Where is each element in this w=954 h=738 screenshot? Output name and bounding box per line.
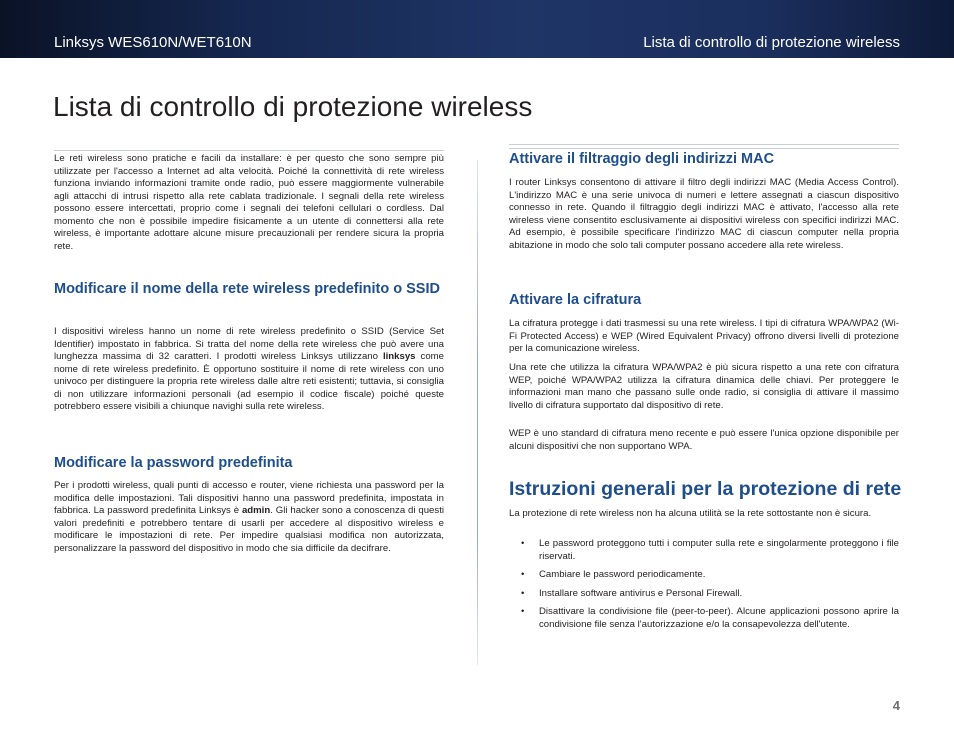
right-top-rule bbox=[509, 144, 899, 145]
list-item: • Cambiare le password periodicamente. bbox=[521, 569, 706, 580]
bullet-icon: • bbox=[521, 569, 525, 580]
header-bar bbox=[0, 0, 954, 58]
page-number: 4 bbox=[892, 698, 900, 713]
list-item: • Installare software antivirus e Personal Firewall. bbox=[521, 587, 743, 599]
encryption-paragraph-2: Una rete che utilizza la cifratura WPA/WPA2 è più sicura rispetto a una rete con cifratura WEP, poiché WPA/WPA2 utilizza la cifratura dinamica delle chiavi. Per proteggere le informazioni man mano che passano sulle onde radio, si consiglia di attivare il massimo livello di cifratura supportato dal dispositivo di rete. bbox=[509, 362, 899, 411]
intro-paragraph: Le reti wireless sono pratiche e facili da installare: è per questo che sono sempre più utilizzate per l'accesso a Internet ad alta velocità. Poiché la connettività di rete wireless funziona inviando informazioni tramite onde radio, può essere maggiormente vulnerabile agli attacchi di intrusi rispetto alla rete cablata tradizionale. I segnali della rete wireless possono essere intercettati, proprio come i segnali dei telefoni cellulari o cordless. Dal momento che non è possibile impedire fisicamente a un utente di connettersi alla rete wireless, è importante adottare alcune misure precauzionali per rendere sicura la propria rete. bbox=[54, 153, 444, 252]
list-item: • Le password proteggono tutti i computer sulla rete e singolarmente proteggono i file riservati. bbox=[521, 538, 899, 562]
password-paragraph bbox=[54, 480, 444, 555]
ssid-default-name: linksys bbox=[382, 351, 416, 362]
ssid-heading: Modificare il nome della rete wireless predefinito o SSID bbox=[54, 281, 440, 297]
guidelines-list bbox=[509, 538, 899, 637]
left-top-rule bbox=[54, 150, 444, 151]
list-item: • Disattivare la condivisione file (peer-to-peer). Alcune applicazioni possono aprire la condivisione file senza l'autorizzazione e/o la consapevolezza dell'utente. bbox=[521, 606, 899, 630]
password-heading: Modificare la password predefinita bbox=[54, 455, 293, 471]
header-product-name: Linksys WES610N/WET610N bbox=[54, 34, 252, 51]
password-default-value: admin bbox=[241, 505, 271, 516]
bullet-icon: • bbox=[521, 538, 525, 549]
general-guidelines-heading: Istruzioni generali per la protezione di rete bbox=[509, 478, 902, 500]
general-intro-paragraph: La protezione di rete wireless non ha alcuna utilità se la rete sottostante non è sicura. bbox=[509, 508, 872, 519]
password-text-before: Per i prodotti wireless, quali punti di accesso e router, viene richiesta una password per la modifica delle impostazioni. Tali dispositivi hanno una password predefinita, impostata in fabbrica. La password predefinita Linksys è bbox=[54, 480, 444, 516]
right-top-rule-2 bbox=[509, 148, 899, 149]
encryption-paragraph-1: La cifratura protegge i dati trasmessi su una rete wireless. I tipi di cifratura WPA/WPA2 (Wi-Fi Protected Access) e WEP (Wired Equivalent Privacy) offrono diversi livelli di protezione per la comunicazione wireless. bbox=[509, 318, 899, 354]
encryption-heading: Attivare la cifratura bbox=[509, 292, 642, 308]
ssid-text-after: come nome di rete wireless predefinito. È opportuno sostituire il nome di rete wireless con uno univoco per distinguere la propria rete wireless dalle altre reti esistenti; tuttavia, si consiglia di non utilizzare informazioni personali (ad esempio il codice fiscale) poiché queste potrebbero essere visibili a chiunque navighi sulla rete wireless. bbox=[54, 351, 444, 412]
ssid-text-before: I dispositivi wireless hanno un nome di rete wireless predefinito o SSID (Service Set Identifier) impostato in fabbrica. Si tratta del nome della rete wireless che può avere una lunghezza massima di 32 caratteri. I prodotti wireless Linksys utilizzano bbox=[54, 326, 444, 362]
bullet-icon: • bbox=[521, 587, 525, 599]
bullet-icon: • bbox=[521, 606, 525, 617]
column-divider bbox=[477, 160, 478, 665]
encryption-paragraph-3: WEP è uno standard di cifratura meno recente e può essere l'unica opzione disponibile per alcuni dispositivi che non supportano WPA. bbox=[509, 428, 899, 452]
mac-filter-paragraph: I router Linksys consentono di attivare il filtro degli indirizzi MAC (Media Access Control). L'indirizzo MAC è una serie univoca di numeri e lettere assegnati a ciascun dispositivo connesso in rete. Quando il filtraggio degli indirizzi MAC è attivato, l'accesso alla rete wireless viene consentito esclusivamente ai dispositivi wireless con specifici indirizzi MAC. Ad esempio, è possibile specificare l'indirizzo MAC di ciascun computer nella propria abitazione in modo che solo tali computer possano accedere alla rete wireless. bbox=[509, 177, 899, 251]
password-text-after: . Gli hacker sono a conoscenza di questi valori predefiniti e potrebbero tentare di usarli per accedere al dispositivo wireless e modificare le impostazioni di rete. Per impedire qualsiasi modifica non autorizzata, personalizzare la password del dispositivo in modo che sia difficile da decifrare. bbox=[54, 505, 444, 554]
ssid-paragraph bbox=[54, 326, 444, 414]
page-title: Lista di controllo di protezione wireless bbox=[53, 91, 533, 122]
mac-filter-heading: Attivare il filtraggio degli indirizzi MAC bbox=[509, 151, 775, 167]
header-section-title: Lista di controllo di protezione wireless bbox=[643, 34, 900, 51]
